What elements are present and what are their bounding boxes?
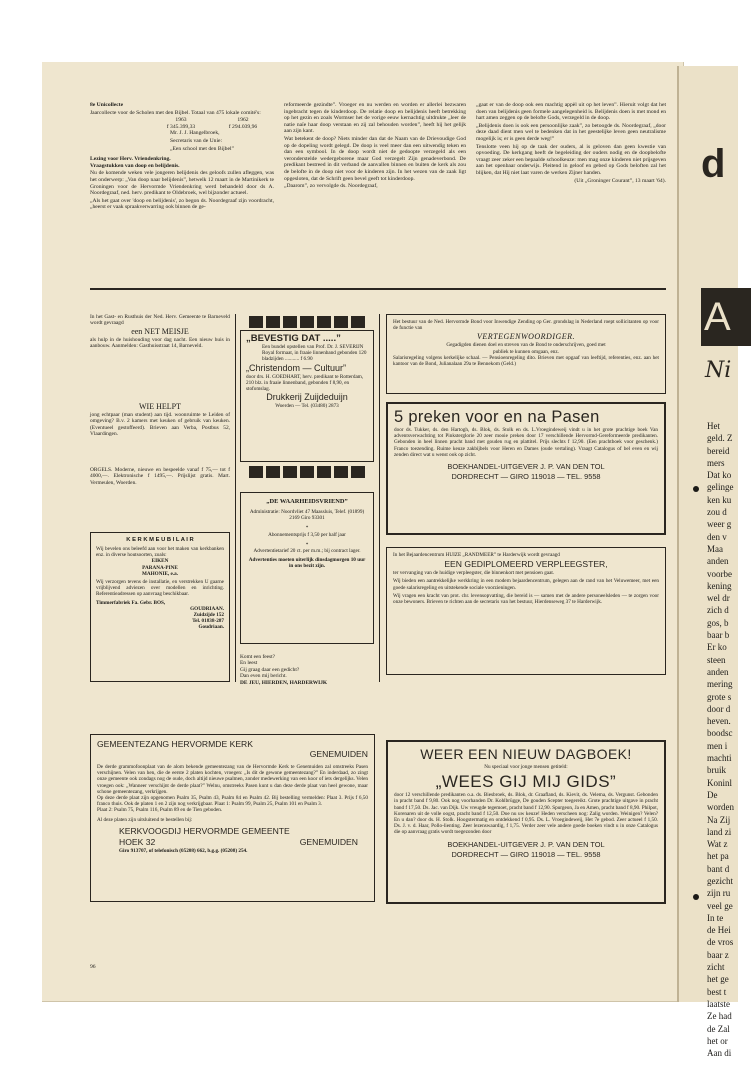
col-rule-2 (379, 314, 380, 682)
waarheidsvriend-title: „DE WAARHEIDSVRIEND” (266, 498, 348, 505)
ad-bevestig-box (240, 330, 374, 462)
bond-intro: Het bestuur van de Ned. Hervormde Bond voor Inwendige Zending op Ger. grondslag in Nederland roept sollicitanten op voor de functie van (393, 319, 659, 332)
waarheidsvriend-price: Abonnementsprijs f 3,50 per half jaar (268, 531, 346, 538)
ad-dagboek (386, 740, 666, 904)
next-page-line: best t (707, 986, 727, 997)
next-page-line: Ze had (707, 1011, 732, 1022)
col-rule-1 (235, 314, 236, 682)
ad-wie-helpt-title: WIE HELPT (139, 402, 181, 411)
gemeentezang-title: GEMEENTEZANG HERVORMDE KERK (97, 739, 253, 749)
next-page-line: bereid (707, 445, 730, 456)
next-page-line: machti (707, 753, 732, 764)
publisher-address: Woerden — Tel. (03480) 2873 (275, 403, 339, 410)
book-title-bevestig: „BEVESTIG DAT .....” (246, 333, 341, 344)
kerkvoogdij-name: KERKVOOGDIJ HERVORMDE GEMEENTE (119, 825, 290, 836)
page-number: 96 (90, 964, 96, 970)
signature-2: Secretaris van de Unie: (170, 137, 223, 144)
ad-5-preken (386, 402, 666, 535)
next-page-line: Wat z (707, 839, 728, 850)
preken-address: DORDRECHT — GIRO 119018 — TEL. 9558 (451, 472, 601, 482)
preken-publisher: BOEKHANDEL-UITGEVER J. P. VAN DEN TOL (447, 462, 605, 472)
gemeentezang-text-1: De derde grammofoonplaat van de alom bekende gemeentezang van de Hervormde Kerk te Genemuiden zal omstreeks Pasen verschijnen. Velen van hen, die de eerste 2 platen kochten, vroegen: „Is dit de gewone gemeentezang?” En inderdaad, zo zingt onze gemeente ook zondags nog de oude, doch altijd nieuwe psalmen, zonder medewerking van een koor of iets dergelijks. Velen vroegen ook: „Wanneer verschijnt de derde plaat?” Welnu, omstreeks Pasen kunt u dan deze derde plaat van heel gewone, maar schone gemeentezang, verkrijgen. (97, 764, 368, 795)
dagboek-publisher: BOEKHANDEL-UITGEVER J. P. VAN DEN TOL (447, 839, 605, 849)
ad-de-jeu (240, 654, 374, 686)
gemeentezang-order: Al deze platen zijn uitsluitend te bestellen bij: (97, 816, 193, 823)
next-page-line: laatste (707, 998, 730, 1009)
next-page-line: de vros (707, 937, 734, 948)
next-page-line: de Zal (707, 1023, 730, 1034)
unicollecte-text: Jaarcollecte voor de Scholen met den Bijbel. Totaal van 475 lokale comité's: (90, 109, 261, 116)
ad-net-meisje-text: als hulp in de huishouding voor dag nacht. Een nieuw huis in aanbouw. Aanmelden: Gasthuisstraat 14, Barneveld. (90, 336, 230, 350)
next-page-line: grote s (707, 691, 732, 702)
next-page-line: Het (707, 421, 720, 431)
next-page-big-letter: d (701, 142, 726, 186)
ad-orgels-text: ORGELS. Moderne, nieuwe en bespeelde vanaf f 75,— tot f 4000,—. Elektronische f 1495,—. Prijslijst gratis. Mart. Vermeulen, Woerden. (90, 467, 230, 486)
dagboek-address: DORDRECHT — GIRO 119018 — TEL. 9558 (451, 849, 601, 859)
next-page-line: men i (707, 740, 728, 751)
article-col-2 (284, 102, 466, 252)
next-page-line: boodsc (707, 728, 733, 739)
kerkvoogdij-giro: Giro 913707, of telefonisch (05208) 662, b.g.g. (05208) 254. (119, 847, 248, 854)
next-page-line: gezicht (707, 875, 733, 886)
next-page-line: zich d (707, 605, 729, 616)
ad-kerkmeubilair-phone: Tel. 01838-287 (192, 618, 224, 625)
next-page-line: het pa (707, 851, 729, 862)
top-divider (90, 288, 666, 290)
de-jeu-line-2: En leest (240, 660, 258, 667)
book-desc-christendom: door drs. H. GOEDHART, herv. predikant te Rotterdam, 210 blz. in fraaie linnenband, gebonden f 8,90, en stofomslag. (246, 373, 364, 393)
de-jeu-line-4: Dan even mij bericht. (240, 673, 287, 680)
next-page-line: geld. Z (707, 433, 733, 444)
gemeentezang-place: GENEMUIDEN (309, 749, 368, 759)
preken-text: door ds. Tukker, ds. den Hartogh, ds. Blok, ds. Stolk en ds. L.Vroegindeweij vindt u in het grote prachtige boek Van adventsverwachting tot Pinksterglorie 20 zeer mooie preken door 17 verschillende Hervormd-Gereformeerde predikanten. Gebonden in heel linnen pracht band met gouden rug en plattitel. Prijs slechts f 12,90. (Een prachtboek voor geschenk.) Franco toezending. Ruime keuze zakbijbels voor Heren en Dames (oude vertaling). Vraagt Catalogus of bel even en wij zenden direct wat u wenst ook op zicht. (394, 427, 658, 458)
wood-mahonie: MAHONIE, e.a. (141, 570, 179, 577)
wood-parana: PARANA-PINE (142, 564, 178, 571)
next-page-line: Maa (707, 543, 723, 554)
randmeer-text-2: Wij bieden een aantrekkelijke werkkring in een modern bejaardencentrum, gelegen aan de rand van het Veluwemeer, met een goede salarisregeling en uitstekende sociale voorzieningen. (393, 578, 659, 591)
next-page-line: anden (707, 666, 729, 677)
article-text-3a: „gaat er van de doop ook een machtig appèl uit op het leven”. Hieruit volgt dat het doen van belijdenis geen formele aangelegenheid is. Belijdenis doen is met mond en hart amen zeggen op de belofte Gods, verzegeld in de doop. (476, 102, 666, 122)
ad-kerkmeubilair (90, 532, 230, 682)
next-page-line: gelinge (707, 482, 734, 493)
randmeer-text-1: ter vervanging van de huidige verpleegster, die binnenkort met pensioen gaat. (393, 570, 555, 577)
next-page-line: Na Zij (707, 814, 731, 825)
next-page-line: gos, b (707, 617, 729, 628)
decor-bar-bottom (240, 466, 374, 478)
next-page-line: de Hei (707, 925, 731, 936)
signature-3: „Een school met den Bijbel” (170, 145, 234, 152)
next-page-line: De (707, 789, 718, 800)
signature-1: Mr. J. J. Hangelbroek, (170, 130, 220, 137)
ad-bevestig-dat (240, 314, 374, 480)
kerkvoogdij-street: HOEK 32 (119, 836, 156, 847)
ad-net-meisje-intro: In het Gast- en Rusthuis der Ned. Herv. Gemeente te Barneveld wordt gevraagd (90, 314, 230, 327)
next-page-line: wel dr (707, 593, 730, 604)
next-page-line: bant d (707, 863, 730, 874)
next-page-line: mering (707, 679, 733, 690)
dagboek-book-title: „WEES GIJ MIJ GIDS” (435, 772, 617, 792)
de-jeu-line-3: Gij graag daar een gedicht? (240, 666, 300, 673)
next-page-line: zijn ru (707, 888, 731, 899)
next-page-line: bruik (707, 765, 726, 776)
next-page-line: Dat ko (707, 470, 732, 481)
ad-vertegenwoordiger (386, 314, 666, 394)
next-page-dark-block (701, 288, 751, 346)
ad-net-meisje (90, 314, 230, 376)
article-text-2a: reformeerde gezindte”. Vroeger en nu werden en worden er allerlei bezwaren ingebracht tegen de kinderdoop. De relatie doop en belijdenis heeft betrekking op het gezin en zoals Wormser het de vorige eeuw kernachtig uitdrukte „leer de natie naïe haar doop verstaan en zij zal behouden worden”, heeft hij het gelijk aan zijn kant. (284, 102, 466, 135)
next-page-line: steen (707, 654, 726, 665)
ad-kerkmeubilair-title: K E R K M E U B I L A I R (126, 537, 194, 543)
decor-bar-top (240, 316, 374, 328)
randmeer-intro: In het Bejaardencentrum HUIZE „RANDMEER” te Harderwijk wordt gevraagd (393, 552, 560, 558)
randmeer-text-3: Wij vragen een kracht van prot. chr. levensopvatting, die bereid is — samen met de andere personeelsleden — te zorgen voor onze bewoners. Brieven te richten aan de secretaris van het bestuur, Hierdenseweg 37 te Harderwijk. (393, 592, 659, 606)
next-page-block-letter: A (704, 295, 731, 339)
lecture-text-1: Nu de komende weken vele jongeren belijdenis des geloofs zullen afleggen, was het onderwerp: „Van doop naar belijdenis”, hetwelk 12 maart in de Martinikerk te Groningen voor de Hervormde Vriendenkring werd behandeld door ds A. Noordegraaf, ned. herv. predikant te Oldebroek, wel bijzonder actueel. (90, 170, 274, 197)
dagboek-subtitle: Nu speciaal voor jonge mensen getiteld: (484, 764, 568, 770)
year-1963: 1963 (175, 117, 187, 124)
book-title-christendom: „Christendom — Cultuur” (246, 362, 347, 373)
article-source: (Uit „Groninger Courant”, 13 maart '64). (574, 177, 666, 184)
next-page-line: veel ge (707, 900, 733, 911)
bond-job-title: VERTEGENWOORDIGER. (476, 332, 576, 342)
randmeer-title: EEN GEDIPLOMEERD VERPLEEGSTER, (444, 559, 608, 570)
waarheidsvriend-admin: Administratie: Noordvliet 47 Maassluis, Telef. (01899) 2169 Giro 93301 (249, 509, 365, 522)
next-page-line: worden (707, 802, 734, 813)
ad-orgels (90, 467, 230, 493)
next-page-line: door d (707, 703, 731, 714)
next-page-line: het or (707, 1035, 728, 1046)
next-page-line: land zi (707, 826, 732, 837)
article-col-3 (476, 102, 666, 252)
ad-waarheidsvriend: „DE WAARHEIDSVRIEND” Administratie: Noordvliet 47 Maassluis, Telef. (01899) 2169 Giro 93301 * Abonnementsprijs f 3,50 per half jaar * Advertentietarief 20 ct. per m.m.; bij contract lager. Advertenties moeten uiterlijk dinsdagmorgen 10 uur in ons bezit zijn. (240, 492, 374, 644)
lecture-subheading: Vraagstukken van doop en belijdenis. (90, 162, 180, 169)
waarheidsvriend-deadline: Advertenties moeten uiterlijk dinsdagmorgen 10 uur in ons bezit zijn. (248, 557, 366, 570)
ad-verpleegster (386, 547, 666, 675)
ad-kerkmeubilair-intro: Wij bevelen ons beleefd aan voor het maken van kerkbanken enz. in diverse houtsoorten, zoals: (96, 546, 224, 559)
hole-punch-2 (693, 894, 699, 900)
ad-wie-helpt (90, 402, 230, 460)
next-page-line: kening (707, 580, 732, 591)
dagboek-title: WEER EEN NIEUW DAGBOEK! (420, 746, 632, 762)
kerkvoogdij-town: GENEMUIDEN (299, 836, 358, 847)
amount-1963: f 345.399,33 (166, 123, 196, 130)
next-page-edge (677, 66, 738, 1059)
ad-kerkmeubilair-text: Wij verzorgen tevens de installatie, en verstrekken U gaarne vrijblijvend adviezen over modellen en inrichting. Referentieadressen op aanvraag beschikbaar. (96, 579, 224, 598)
next-page-line: het ge (707, 974, 729, 985)
next-page-line: baar b (707, 630, 730, 641)
publisher-zuijdeduijn: Drukkerij Zuijdeduijn (266, 392, 348, 403)
article-text-3b: „Belijdenis doen is ook een persoonlijke zaak”, zo betoogde ds. Noordegraaf, „door deze daad dient men wel te bedenken dat in het geestelijke leven geen neutralisme mogelijk is; er is geen derde weg!” (476, 122, 666, 142)
article-text-2b: Wat betekent de doop? Niets minder dan dat de Naam van de Drievoudige God op de dopeling wordt gelegd. De doop is veel meer dan een uitwendig teken en dan een symbool. In de doop wordt niet de gedoopte verzegeld als een veronderstelde wedergeborene maar God verzegelt Zijn genadeverbond. De predikant bestreed in dit verband de aanvallen binnen en buiten de kerk als zou de belofte in de doop niet voor de kinderen zijn. In het wezen van de zaak ligt opgesloten, dat de Schrift geen bevel geeft tot kinderdoop. (284, 135, 466, 182)
dagboek-text: door 12 verschillende predikanten o.a. ds. Biesbroek, ds. Blok, dr. Graafland, ds. Kievit, ds. Velema, ds. Vergunst. Gebonden in pracht band f 9,80. Ook nog voorhanden Dr. Kohlbrügge, De gouden Scepter toegereikt. Grote prachtige uitgave in pracht band f 17,50. Ds. Jac. van Dijk. Uw vreugde tegemoet, pracht band f 12,90. Spurgeon, Ja en Amen, pracht band f 8,90. Philpot, Korenaren uit de volle oogst, pracht band f 12,50. Doe nu uw keuze! Heden verscheen nog: Zalig worden. Weinigen? Velen? En u dan? door ds. H. Stolk. Hoogstermatig en ontdekkend f 0,95. Ds. L. Vroegindeweij, Het 7e gebod. Zeer actueel f 1,50. Ds. J. v. d. Haar, Pollo-lienting. Zeer lezenswaardig, f 1,75. Verder zeer vele andere goede boeken vindt u in onze Catalogus die op aanvraag gratis wordt toegezonden door (394, 792, 658, 836)
bond-requirements: Gegadigden dienen doel en streven van de Bond te onderschrijven, goed met publiek te kunnen omgaan, enz. (446, 342, 606, 355)
next-page-line: heven. (707, 716, 731, 727)
article-text-2c: „Daarom”, zo vervolgde ds. Noordegraaf, (284, 183, 378, 190)
ad-wie-helpt-text: jong echtpaar (man student) aan tijd. woonruimte te Leiden of omgeving? B.v. 2 kamers met keuken of gebruik van keuken. (Eventueel gestoffeerd). Brieven aan Verba, Postbus 52, Vlaardingen. (90, 412, 230, 438)
magazine-page (42, 62, 684, 1002)
next-page-text (707, 420, 747, 1059)
next-page-line: zicht (707, 962, 725, 973)
wood-eiken: EIKEN (151, 558, 169, 565)
waarheidsvriend-tariff: Advertentietarief 20 ct. per m.m.; bij contract lager. (253, 548, 361, 555)
next-page-line: weer g (707, 519, 732, 530)
next-page-script: Ni (705, 358, 732, 383)
next-page-line: In te (707, 912, 724, 923)
preken-title: 5 preken voor en na Pasen (394, 408, 600, 426)
ad-kerkmeubilair-firm: Timmerfabriek Fa. Gebr. BOS, (96, 599, 166, 606)
next-page-line: anden (707, 556, 729, 567)
next-page-line: zou d (707, 507, 727, 518)
next-page-line: voorbe (707, 568, 732, 579)
hole-punch-1 (693, 486, 699, 492)
ad-gemeentezang (90, 734, 375, 902)
bond-salary: Salarisregeling volgens kerkelijke schaal. — Pensioenregeling dito. Brieven met opgaaf van leeftijd, referenties, enz. aan het kantoor van de Bond, Julianalaan 29a te Bennekom (Geld.) (393, 354, 659, 368)
next-page-line: Koninl (707, 777, 733, 788)
ad-kerkmeubilair-town: GOUDRIAAN. (190, 605, 224, 612)
next-page-line: baar z (707, 949, 729, 960)
ad-net-meisje-title: een NET MEISJE (131, 326, 189, 336)
lecture-heading: Lezing voor Herv. Vriendenkring. (90, 156, 171, 163)
next-page-line: Er ko (707, 642, 727, 653)
next-page-line: mers (707, 457, 725, 468)
gemeentezang-text-3: Plaat 2: Psalm 75, Psalm 116, Psalm 89 en de Tien geboden. (97, 807, 223, 814)
ad-kerkmeubilair-street: Zuidzijde 152 (193, 612, 224, 619)
de-jeu-address: DE JEU, HIERDEN, HARDERWIJK (240, 679, 328, 686)
unicollecte-heading: 8e Unicollecte (90, 102, 124, 108)
next-page-line: Aan di (707, 1048, 732, 1059)
gemeentezang-text-2: Op deze derde plaat zijn opgenomen Psalm 35, Psalm 43, Psalm 84 en Psalm 42. Bij bestelling vermelden: Plaat 3. Prijs f 6,50 franco thuis. Ook de platen 1 en 2 zijn nog verkrijgbaar. Plaat 1: Psalm 99, Psalm 25, Psalm 101 en Psalm 3. (97, 795, 368, 808)
de-jeu-line-1: Komt een feest? (240, 654, 276, 660)
year-1962: 1962 (237, 117, 249, 124)
article-text-3c: Tenslotte veen hij op de taak der ouders, al is geloven dan geen kwestie van opvoeding. De kerkgang heeft de begeleiding der ouders nodig en de doopbelofte vraagt zeer zeker een bepaalde schoolkeuze: men mag onze kinderen niet prijsgeven aan het openbaar onderwijs. Pleitend in geloof en gebed op Gods beloften zal het blijken, dat Hij niet laat varen de werken Zijner handen. (476, 143, 666, 176)
amount-1962: f 294.039,96 (228, 123, 258, 130)
next-page-line: den v (707, 531, 727, 542)
book-desc-bevestig: Een bundel opstellen van Prof. Dr. J. SEVERIJN Royal formaat, in fraaie linnenband gebonden 120 bladzijden ........... f 6.90 (262, 344, 367, 363)
next-page-line: ken ku (707, 494, 732, 505)
lecture-text-2: „Als het gaat over 'doop en belijdenis', zo begon ds. Noordegraaf zijn voordracht, „heerst er vaak spraakverwarring ook binnen de ge- (90, 197, 274, 211)
article-col-1 (90, 102, 274, 252)
ad-kerkmeubilair-city: Goudriaan. (198, 624, 224, 631)
